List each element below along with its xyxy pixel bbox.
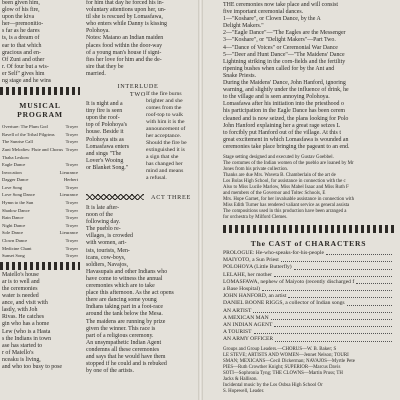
- cast-row: [223, 315, 394, 322]
- program-title: Overture: The Plum God: [2, 124, 48, 130]
- text-line: noon of the: [86, 212, 113, 219]
- program-composer: Herbert: [63, 177, 78, 183]
- program-item: [0, 176, 80, 184]
- act-three-text: [86, 205, 196, 375]
- text-line: r of Maiello's: [2, 349, 34, 356]
- cast-role: DANIEL BOONE RIGGS, a collector of Indian songs: [223, 300, 345, 307]
- text-line: mind and means: [146, 168, 184, 174]
- text-line: and says that he would have them: [86, 353, 166, 360]
- program-composer: Troyer: [65, 245, 78, 251]
- program-item: [0, 229, 80, 237]
- text-line: by one of the artists.: [86, 368, 134, 375]
- text-line: of a young man's house if signi-: [86, 49, 162, 56]
- note-line: Mrs. Hope Garnet, for her invaluable assistance in connection with: [223, 196, 355, 202]
- text-line: his participation in the Eagle Dance has been cerem: [223, 108, 346, 115]
- dot-leader: [271, 315, 392, 320]
- cast-row: [223, 336, 394, 343]
- text-line: Rivas. He catches: [2, 314, 45, 321]
- text-line: er Self" gives him: [2, 70, 45, 77]
- program-item: [0, 214, 80, 222]
- text-line: upon the roof-: [86, 115, 120, 122]
- cast-row: [223, 286, 394, 293]
- program-title: Eagle Dance: [2, 162, 26, 168]
- text-line: or Blanket Song.": [86, 164, 129, 171]
- text-line: Snake Priests.: [223, 72, 257, 79]
- text-line: If the fire burns: [146, 91, 182, 97]
- text-line: a refusal.: [146, 175, 167, 181]
- cast-title: The CAST of CHARACTERS: [250, 238, 367, 248]
- program-title: Love Song: [2, 184, 23, 190]
- program-item: [0, 207, 80, 215]
- text-line: given the winner. This race is: [86, 325, 156, 332]
- text-line: sire that they be: [86, 63, 124, 70]
- dot-leader: [253, 308, 392, 313]
- text-line: 4—"Dance of Voices" or Ceremonial War Dance: [223, 44, 338, 51]
- text-line: John Hanford explaining her a great rage seizes L: [223, 122, 341, 129]
- text-line: around the tank below the Mesa.: [86, 311, 163, 318]
- text-line: condemns all these ceremonies: [86, 346, 160, 353]
- ceremony-text: [223, 2, 394, 151]
- text-line: house. Beside it: [86, 129, 124, 136]
- text-line: 1—"Koshare", or Clown Dance, by the A: [223, 16, 321, 23]
- program-title: Rain Dance: [2, 215, 24, 221]
- text-line: her—premonitio-: [2, 21, 44, 28]
- left-column: [0, 0, 80, 371]
- text-line: Lover's Wooing: [86, 157, 124, 164]
- text-line: Lew (who is a Hasta: [2, 328, 51, 335]
- text-line: tiny fire is seen: [86, 108, 123, 115]
- text-line: til she is rescued by Lomasfawa,: [86, 14, 163, 21]
- cast-role: AN INDIAN AGENT: [223, 322, 273, 328]
- program-composer: Troyer: [65, 253, 78, 259]
- note-line: The compositions used in this production have been arranged a: [223, 208, 347, 214]
- program-title: Love Song Dance: [2, 192, 35, 198]
- text-line: water is needed: [2, 293, 39, 300]
- note-line: and members of the Governor and Toltec Schools, E: [223, 190, 326, 196]
- dot-leader: [281, 257, 392, 262]
- text-line: extinguished it is: [146, 147, 185, 153]
- cast-row: [223, 250, 394, 257]
- text-line: s the Indians in town: [2, 335, 52, 342]
- text-line: five important ceremonial dances.: [223, 9, 304, 16]
- text-line: roof-top to walk: [146, 112, 183, 118]
- cast-role: PROLOGUE: He-who-speaks-for-his-people: [223, 249, 325, 256]
- program-item: [0, 138, 80, 146]
- text-line: fies her love for him and the de-: [86, 56, 162, 63]
- text-line: gin who has a home: [2, 321, 50, 328]
- cast-role: LELAHE, her mother: [223, 271, 272, 278]
- text-line: glow of his fire,: [2, 7, 40, 14]
- text-line: has changed her: [146, 161, 183, 167]
- program-title: Shadow Dance: [2, 207, 30, 213]
- dot-leader: [274, 322, 392, 327]
- dot-leader: [262, 286, 392, 291]
- program-title: The Sunrise Call: [2, 139, 33, 145]
- program-title: Sole Dance: [2, 230, 24, 236]
- cast-role: AN ARMY OFFICER: [223, 336, 274, 343]
- cast-role: POLOHOYA (Little Butterfly): [223, 264, 292, 271]
- program-composer: Troyer: [65, 139, 78, 145]
- cast-list: [223, 250, 394, 344]
- text-line: Should the fire be: [146, 140, 187, 146]
- act-three-heading: ACT THREE: [151, 194, 191, 201]
- cast-row: [223, 264, 394, 271]
- program-heading: MUSICAL PROGRAM: [17, 101, 63, 120]
- dot-leader: [288, 293, 392, 298]
- text-line: upon the kiva: [2, 14, 35, 21]
- text-line: Polohoya.: [86, 28, 110, 35]
- text-line: Maiello's house: [2, 271, 39, 278]
- text-line: a sign that she: [146, 154, 179, 160]
- text-line: During the Maidens' Dance, John Hanford, ignoring: [223, 80, 346, 87]
- text-line: It is late after-: [86, 205, 120, 211]
- note-line: Los Bolas High School, for assistance in connection with the c: [223, 178, 346, 184]
- text-line: ance, and visit with: [2, 300, 48, 307]
- text-line: top of Polohoya's: [86, 122, 127, 129]
- program-title: Dagger Dance: [2, 177, 29, 183]
- cast-role: MAIYOTO, a Sun Priest: [223, 257, 279, 264]
- text-line: Of Zuni and other: [2, 56, 45, 63]
- text-line: Indians taking part in a foot-race: [86, 304, 164, 311]
- program-title: Hymn to the Sun: [2, 200, 34, 206]
- program-item: [0, 222, 80, 230]
- group-line: S. Hopewell, Leader.: [223, 388, 265, 394]
- text-line: announcement of: [146, 126, 186, 132]
- story-text-bottom: [0, 272, 80, 371]
- cast-role: JOHN HANFORD, an artist: [223, 293, 287, 300]
- dot-leader: [356, 279, 392, 284]
- text-line: lastly, with Joh: [2, 307, 38, 314]
- act-three-heading-block: [146, 192, 196, 202]
- text-line: ripening bushes when called for by the Ant and: [223, 65, 335, 72]
- group-line: SOTI—Sophronia Tyng; THE CLOWNS—Martin Pruss; TH: [223, 370, 343, 376]
- text-line: with him it is the: [146, 119, 185, 125]
- text-line: The pueblo re-: [86, 226, 121, 233]
- program-item: [0, 191, 80, 199]
- cast-row: [223, 300, 394, 307]
- program-title: Clown Dance: [2, 238, 28, 244]
- program-item: [0, 245, 80, 253]
- cast-role: A MEXICAN MAN: [223, 314, 269, 321]
- program-title: Thaha Leskow: [2, 154, 30, 160]
- program-title: Zuni Melodies: Flute and Chorus: [2, 146, 63, 152]
- program-composer: Troyer: [65, 222, 78, 228]
- text-line: ase has started to: [2, 342, 43, 349]
- story-text-act-two: [86, 0, 190, 78]
- note-line: Also to Miss Lucile Marlow, Miss Mabel Isaac and Miss Ruth F: [223, 184, 349, 190]
- note-line: Miss Edith Turner has rendered valiant service as general assista: [223, 202, 350, 208]
- text-line: voluntary attentions upon her, un-: [86, 7, 166, 14]
- program-item: [0, 237, 80, 245]
- text-line: for him that day he forced his in-: [86, 0, 164, 6]
- story-text-top: [0, 0, 80, 85]
- group-leaders-text: [223, 347, 394, 395]
- program-item: [0, 146, 80, 154]
- cast-role: A TOURIST: [223, 329, 252, 336]
- text-line: An unsympathetic Indian Agent: [86, 339, 162, 346]
- text-line: to forcibly put Hanford out of the village. At this t: [223, 129, 341, 136]
- text-line: It is night and a: [86, 101, 123, 108]
- note-line: Thanks are due Mrs. Waveta B. Chamberlain of the art de: [223, 172, 336, 178]
- text-line: 3—"Koshare", or "Delight Makers"—Part Two.: [223, 37, 336, 44]
- text-line: villages, is crowded: [86, 233, 133, 240]
- cast-role: AN ARTIST: [223, 307, 252, 314]
- text-line: places food within the door-way: [86, 42, 163, 49]
- program-composer: Lieurance: [59, 169, 78, 175]
- program-composer: Troyer: [65, 215, 78, 221]
- cast-role: a Base Hospital): [223, 285, 260, 292]
- dot-leader: [294, 264, 392, 269]
- text-line: the ceremonies: [2, 286, 38, 292]
- right-page: [203, 0, 400, 400]
- text-line: there are dancing some young: [86, 297, 157, 304]
- text-line: icans, cow-boys,: [86, 254, 126, 261]
- text-line: 2—"Eagle Dance"—"The Eagles are the Messenger: [223, 30, 346, 37]
- interlude-text-right: [146, 91, 196, 182]
- program-item: [0, 184, 80, 192]
- text-line: nceaku is living,: [2, 356, 41, 363]
- program-title: Night Dance: [2, 222, 26, 228]
- program-title: Sunset Song: [2, 253, 25, 259]
- text-line: part of a religious ceremony.: [86, 332, 154, 339]
- program-item: [0, 252, 80, 260]
- text-line: have come to witness the annual: [86, 275, 163, 282]
- program-item: [0, 169, 80, 177]
- program-item: [0, 131, 80, 139]
- dot-leader: [274, 272, 392, 277]
- text-line: and who too busy to pose: [2, 364, 63, 371]
- group-line: SMAN; MEXICANS—Cecil Dickerman; NAVAJOS—Myrtle Pete: [223, 358, 355, 364]
- text-line: who enters while Danny is kissing: [86, 21, 167, 28]
- interlude-text: [86, 101, 144, 172]
- program-list: [0, 123, 80, 260]
- decorative-border: [0, 262, 80, 270]
- text-line: stopped if he could and is rebuked: [86, 361, 167, 368]
- program-title: Medicine Chant: [2, 245, 32, 251]
- text-line: ists, tourists, Men-: [86, 247, 130, 254]
- text-line: great excitement in which Lomasfawa is wounded an: [223, 136, 349, 143]
- left-page: [0, 0, 198, 400]
- cast-row: [223, 272, 394, 279]
- note-line: for orchestra by Milford Clemes.: [223, 214, 288, 220]
- production-notes: [223, 155, 394, 221]
- text-line: Notes: Maiano an Indian maiden: [86, 35, 164, 42]
- dot-leader: [275, 336, 392, 341]
- program-composer: Lieurance: [59, 192, 78, 198]
- program-item: [0, 161, 80, 169]
- text-line: r. Of four but a wis-: [2, 63, 49, 70]
- group-line: PIES—Ruth Crowther Knight; SUPERIOR—Marcus Davis: [223, 364, 341, 370]
- text-line: 5—"Deer and Hunt Dance"—"The Maidens' Dance: [223, 51, 345, 58]
- text-line: Lightning striking in the corn-fields and the fertility: [223, 58, 346, 65]
- text-line: Delight Makers.": [223, 23, 264, 30]
- text-line: ar is to well and: [2, 278, 40, 285]
- text-line: soldiers, Navajos,: [86, 261, 129, 268]
- program-title: Ravell of the Tribal Pilgrims: [2, 131, 55, 137]
- act-three-side: [86, 192, 144, 202]
- decorative-border: [0, 87, 80, 95]
- text-line: Polohoya sits as: [86, 136, 124, 143]
- program-item: [0, 123, 80, 131]
- note-line: The costumes of the Indian women of the pueblo are loaned by Mr: [223, 160, 354, 166]
- text-line: ts, is a dream of: [2, 35, 40, 42]
- text-line: and sings "The: [86, 150, 122, 157]
- dot-leader: [254, 329, 392, 334]
- program-composer: Troyer: [65, 131, 78, 137]
- program-title: Invocation: [2, 169, 22, 175]
- text-line: comes from the: [146, 105, 182, 111]
- cast-row: [223, 279, 394, 286]
- cast-row: [223, 329, 394, 336]
- text-line: with women, art-: [86, 240, 127, 247]
- text-line: ceremonies take place bringing the pageant to an end.: [223, 143, 350, 150]
- text-line: s far as he dares: [2, 28, 40, 35]
- program-item: [0, 154, 80, 162]
- text-line: married.: [86, 70, 106, 77]
- group-line: LE STEVE; ARTISTS AND WOMEN—Jennet Nelson; TOURI: [223, 352, 349, 358]
- text-line: place this afternoon. As the act opens: [86, 290, 174, 297]
- program-composer: Troyer: [65, 124, 78, 130]
- group-line: Jacks & Hallison.: [223, 376, 258, 382]
- program-composer: Troyer: [65, 162, 78, 168]
- text-line: gracious and en-: [2, 49, 41, 56]
- text-line: been given him,: [2, 0, 40, 6]
- text-line: her acceptance.: [146, 133, 182, 139]
- text-line: cleaned and is now seized, the plans looking for Polo: [223, 115, 349, 122]
- dot-leader: [326, 250, 392, 255]
- program-composer: Troyer: [65, 238, 78, 244]
- program-item: [0, 199, 80, 207]
- program-composer: Troyer: [65, 146, 78, 152]
- interlude-number: TWO: [129, 91, 147, 99]
- group-line: Groups and Group Leaders.—CHORUS—W. B. Baker; S: [223, 346, 337, 352]
- text-line: The maidens are running by prize: [86, 318, 166, 325]
- cast-role: LOMASFAWA, nephew of Maiyoto (recently discharged f: [223, 278, 355, 285]
- text-line: ng stage and he wins: [2, 78, 52, 85]
- program-composer: Troyer: [65, 207, 78, 213]
- cast-row: [223, 308, 394, 315]
- interlude-heading: INTERLUDE: [117, 83, 159, 91]
- note-line: Jones from his private collection.: [223, 166, 289, 172]
- note-line: Stage setting designed and executed by Gustav Goebbel.: [223, 154, 334, 160]
- cast-row: [223, 322, 394, 329]
- decorative-border: [86, 194, 144, 200]
- text-line: to the village and is seen annoying Polohoya.: [223, 94, 330, 101]
- text-line: Havasupais and other Indians who: [86, 268, 168, 275]
- group-line: Incidental music by the Los Osbsa High School Or: [223, 382, 323, 388]
- text-line: Lomasfawa enters: [86, 143, 130, 150]
- program-composer: Lieurance: [59, 230, 78, 236]
- text-line: brighter and she: [146, 98, 183, 104]
- text-line: warning, and slightly under the influence of drink, he: [223, 87, 349, 94]
- dot-leader: [347, 300, 392, 305]
- program-composer: Troyer: [65, 184, 78, 190]
- text-line: Lomasfawa after his initiation into the priesthood o: [223, 101, 344, 108]
- right-column: [203, 0, 400, 395]
- decorative-border: [223, 225, 394, 233]
- text-line: THE ceremonies now take place and will consist: [223, 2, 338, 8]
- text-line: ear to that which: [2, 42, 42, 49]
- program-composer: Troyer: [65, 200, 78, 206]
- text-line: ceremonies which are to take: [86, 283, 155, 290]
- text-line: following day.: [86, 219, 120, 226]
